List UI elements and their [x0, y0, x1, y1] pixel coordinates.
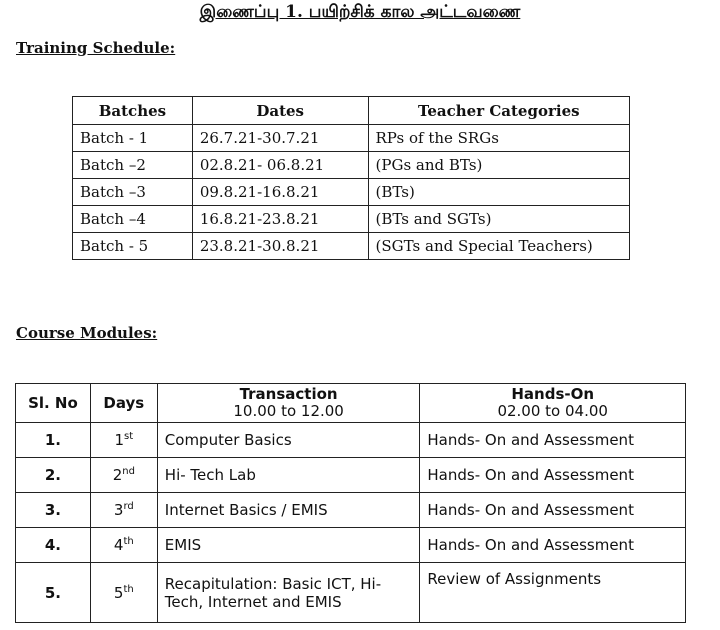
transaction-cell: EMIS	[157, 528, 420, 563]
transaction-cell: Internet Basics / EMIS	[157, 493, 420, 528]
day-number: 2	[112, 466, 123, 484]
batch-cell: Batch - 1	[73, 125, 193, 152]
course-modules-heading: Course Modules:	[16, 324, 158, 342]
hands-on-time: 02.00 to 04.00	[497, 402, 608, 420]
column-header-batches: Batches	[73, 97, 193, 125]
transaction-cell: Recapitulation: Basic ICT, Hi-Tech, Internet and EMIS	[157, 563, 420, 623]
dates-cell: 16.8.21-23.8.21	[192, 206, 368, 233]
dates-cell: 23.8.21-30.8.21	[192, 233, 368, 260]
day-cell	[90, 563, 157, 623]
transaction-cell: Hi- Tech Lab	[157, 458, 420, 493]
column-header-teacher-categories: Teacher Categories	[368, 97, 629, 125]
column-header-days: Days	[90, 384, 157, 423]
batch-cell: Batch –3	[73, 179, 193, 206]
transaction-time: 10.00 to 12.00	[233, 402, 344, 420]
table-row	[16, 423, 686, 458]
day-number: 3	[113, 501, 124, 519]
hands-on-label: Hands-On	[511, 385, 595, 403]
transaction-label: Transaction	[239, 385, 338, 403]
day-number: 4	[113, 536, 124, 554]
day-suffix: th	[123, 583, 134, 595]
hands-on-cell: Hands- On and Assessment	[420, 458, 686, 493]
day-number: 5	[113, 583, 124, 602]
day-suffix: st	[124, 431, 134, 442]
day-cell	[90, 528, 157, 563]
sl-no-cell: 2.	[16, 458, 91, 493]
table-row	[16, 493, 686, 528]
dates-cell: 26.7.21-30.7.21	[192, 125, 368, 152]
table-row	[73, 152, 630, 179]
table-row	[16, 458, 686, 493]
sl-no-cell: 5.	[16, 563, 91, 623]
table-row	[73, 206, 630, 233]
training-schedule-table	[72, 96, 630, 260]
column-header-dates: Dates	[192, 97, 368, 125]
sl-no-cell: 3.	[16, 493, 91, 528]
batch-cell: Batch - 5	[73, 233, 193, 260]
day-suffix: rd	[123, 501, 134, 512]
course-modules-table	[15, 383, 686, 623]
category-cell: (BTs and SGTs)	[368, 206, 629, 233]
hands-on-cell: Review of Assignments	[420, 563, 686, 623]
hands-on-cell: Hands- On and Assessment	[420, 528, 686, 563]
column-header-transaction	[157, 384, 420, 423]
batch-cell: Batch –4	[73, 206, 193, 233]
sl-no-cell: 4.	[16, 528, 91, 563]
dates-cell: 09.8.21-16.8.21	[192, 179, 368, 206]
category-cell: RPs of the SRGs	[368, 125, 629, 152]
hands-on-cell: Hands- On and Assessment	[420, 423, 686, 458]
day-number: 1	[114, 431, 125, 449]
table-header-row	[16, 384, 686, 423]
table-row	[16, 563, 686, 623]
category-cell: (SGTs and Special Teachers)	[368, 233, 629, 260]
sl-no-cell: 1.	[16, 423, 91, 458]
day-cell	[90, 423, 157, 458]
table-header-row	[73, 97, 630, 125]
batch-cell: Batch –2	[73, 152, 193, 179]
training-schedule-heading: Training Schedule:	[16, 39, 176, 57]
table-row	[73, 233, 630, 260]
page-title: இணைப்பு 1. பயிற்சிக் கால அட்டவணை	[199, 2, 521, 22]
table-row	[73, 125, 630, 152]
table-row	[73, 179, 630, 206]
day-suffix: nd	[122, 466, 135, 477]
hands-on-cell: Hands- On and Assessment	[420, 493, 686, 528]
dates-cell: 02.8.21- 06.8.21	[192, 152, 368, 179]
day-cell	[90, 493, 157, 528]
column-header-sl-no: Sl. No	[16, 384, 91, 423]
table-row	[16, 528, 686, 563]
day-suffix: th	[123, 536, 134, 547]
category-cell: (PGs and BTs)	[368, 152, 629, 179]
transaction-cell: Computer Basics	[157, 423, 420, 458]
category-cell: (BTs)	[368, 179, 629, 206]
day-cell	[90, 458, 157, 493]
column-header-hands-on	[420, 384, 686, 423]
